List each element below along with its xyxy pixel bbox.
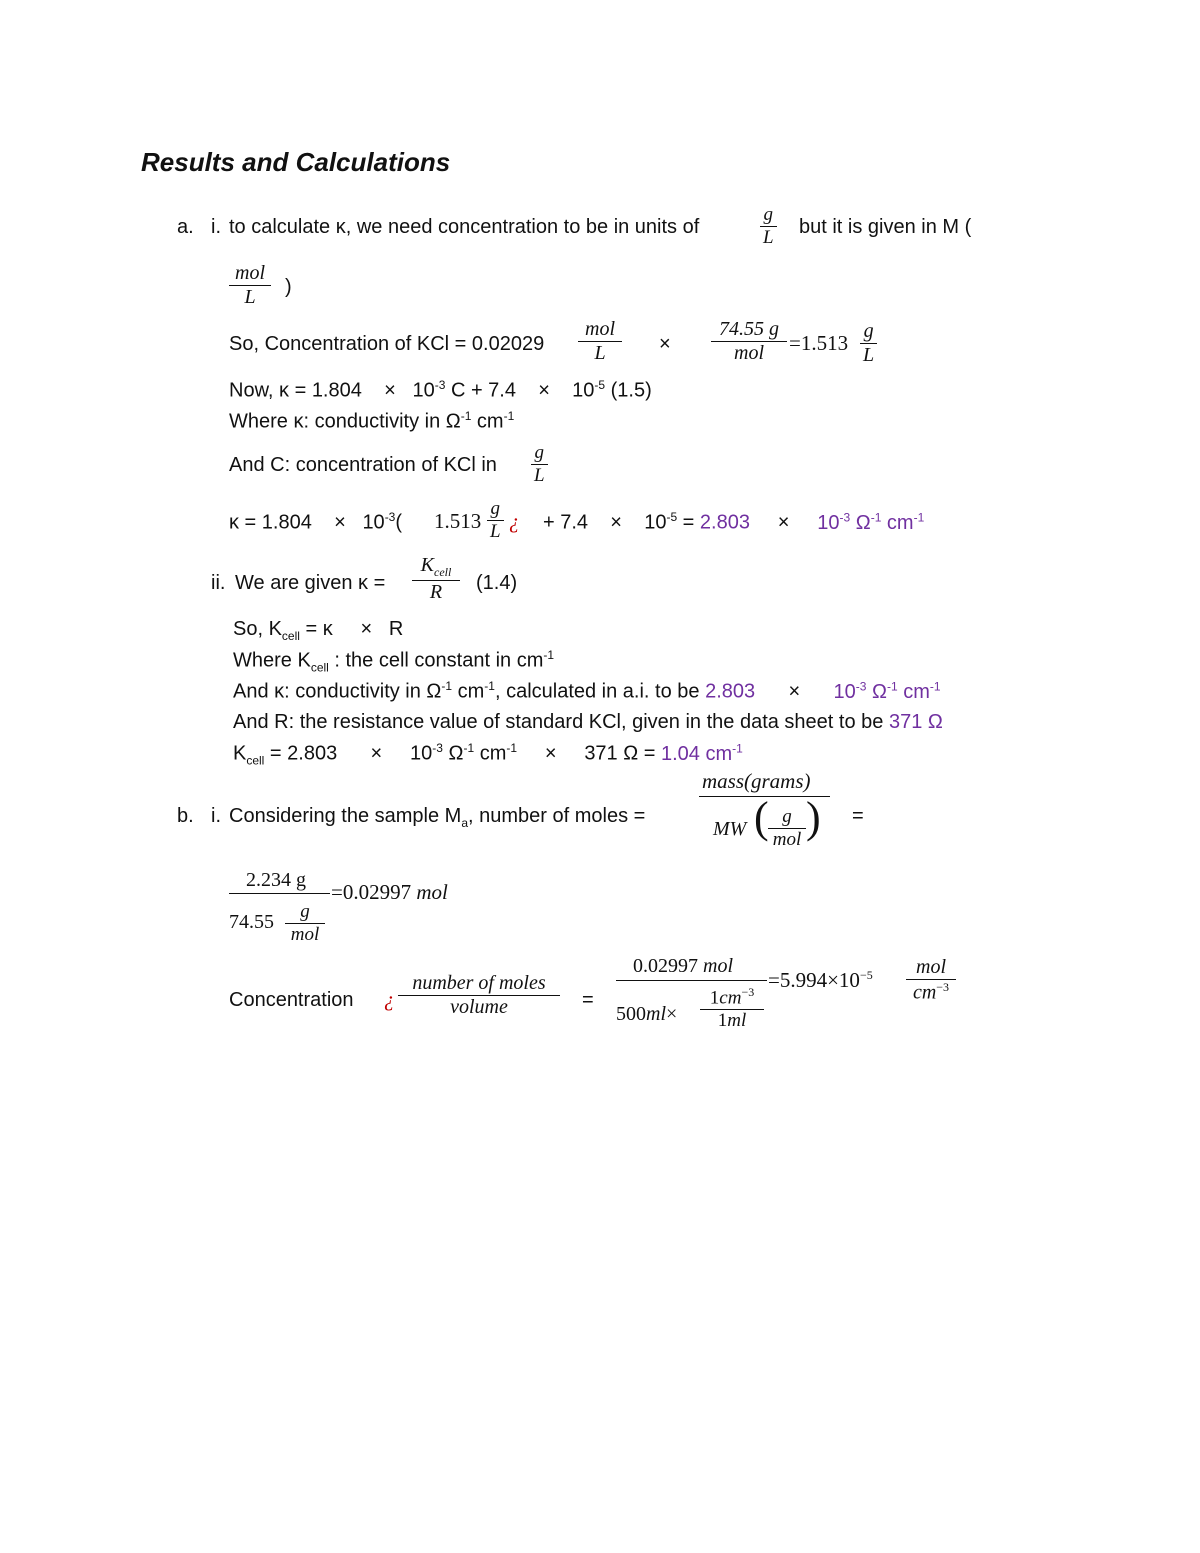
- unit-g-per-mol-2: g mol: [285, 901, 325, 946]
- kappa-calc-b: + 7.4 × $10^{-5} = 2.803$ × $10^{-3}$ $\Omega^{-1}$ $cm^{-1}$: [543, 510, 925, 534]
- equals-sign: =: [852, 805, 864, 827]
- kappa-result: 2.803: [699, 511, 750, 534]
- sample-mass: 2.234 g: [246, 869, 306, 891]
- section-heading: Results and Calculations: [141, 147, 451, 177]
- mw-label: MW: [713, 818, 747, 840]
- and-c: And C: concentration of KCl in: [229, 454, 497, 476]
- concentration-label: Concentration: [229, 989, 354, 1011]
- unit-g-per-l-3: $\frac{g}{L}$: [531, 442, 548, 487]
- moles-over-volume: number of moles volume: [398, 972, 560, 1019]
- times-sign: ×: [659, 333, 671, 355]
- so-kcell: So, $K_{cell} = \kappa$ × R: [233, 618, 404, 643]
- conc-result: =1.513: [789, 331, 849, 355]
- red-glyph: ¿: [509, 509, 520, 533]
- part-a-i-marker: i.: [211, 216, 221, 238]
- kappa-calc-a: κ = 1.804 × $10^{-3}$(: [229, 510, 403, 534]
- conc-result: $=5.994\times 10^{-5}$: [768, 968, 873, 992]
- unit-g-per-l-4: $\frac{g}{L}$: [487, 498, 504, 543]
- given-ref: (1.4): [476, 572, 518, 594]
- part-a-marker: a.: [177, 216, 194, 238]
- and-r: And R: the resistance value of standard KCl, given in the data sheet to be 371 Ω: [233, 711, 943, 733]
- molar-mass-fraction: 74.55 g mol: [711, 318, 787, 365]
- moles-result: =0.02997 mol: [331, 880, 448, 904]
- mass-grams-label: mass(grams): [702, 769, 811, 793]
- conc-moles: 0.02997 mol: [633, 955, 733, 977]
- equals-sign-2: =: [582, 989, 594, 1011]
- unit-mol-per-l: mol L: [229, 262, 271, 309]
- kcell-calc: $K_{cell} = 2.803$ × $10^{-3}$ $\Omega^{-1}$ $cm^{-1}$ × 371 Ω = 1.04 $cm^{-1}$: [233, 741, 743, 768]
- unit-mol-per-l-2: mol L: [578, 318, 622, 365]
- intro-tail: but it is given in M (: [799, 216, 972, 238]
- unit-g-per-l-2: $\frac{g}{L}$: [860, 320, 877, 367]
- intro-close: ): [285, 276, 292, 298]
- intro-text: to calculate κ, we need concentration to be in units of: [229, 216, 700, 238]
- left-paren: (: [754, 793, 769, 842]
- given-text: We are given κ =: [235, 572, 386, 594]
- part-a-ii-marker: ii.: [211, 572, 226, 594]
- part-b-i-marker: i.: [211, 805, 221, 827]
- part-b-marker: b.: [177, 805, 194, 827]
- right-paren: ): [806, 793, 821, 842]
- cm3-per-ml: $\frac{1cm^{-3}}{1ml}$: [700, 985, 764, 1032]
- conc-fraction-bar: [616, 980, 767, 981]
- kcell-over-r: $K_{cell}$ R: [412, 554, 460, 604]
- conc-volume: 500ml×: [616, 1003, 678, 1025]
- red-glyph-2: ¿: [384, 987, 395, 1011]
- unit-g-per-l: $\frac{g}{L}$: [760, 204, 777, 249]
- unit-mol-per-cm3: mol $cm^{-3}$: [906, 956, 956, 1005]
- and-kappa: And κ: conductivity in $\Omega^{-1}$ $cm^{-1}$, calculated in a.i. to be 2.803 × $10^{-3}$ $\Omega^{-1}$ $cm^{-1}$: [233, 679, 941, 703]
- kappa-unit: $10^{-3}$ $\Omega^{-1}$ $cm^{-1}$: [817, 510, 925, 534]
- kappa-calc-val: 1.513: [434, 509, 482, 533]
- where-kappa: Where κ: conductivity in $\Omega^{-1}$ $cm^{-1}$: [229, 409, 515, 433]
- mm-val: 74.55: [229, 911, 274, 933]
- unit-g-per-mol: g mol: [768, 806, 806, 851]
- conc-label: So, Concentration of KCl = 0.02029: [229, 333, 545, 355]
- moles-fraction-bar: [229, 893, 330, 894]
- moles-intro: Considering the sample $M_a$, number of moles =: [229, 805, 646, 830]
- formula-line: Now, κ = 1.804 × $10^{-3}$ C + 7.4 × $10^{-5}$ (1.5): [229, 378, 652, 402]
- where-kcell: Where $K_{cell}$ : the cell constant in $cm^{-1}$: [233, 648, 555, 675]
